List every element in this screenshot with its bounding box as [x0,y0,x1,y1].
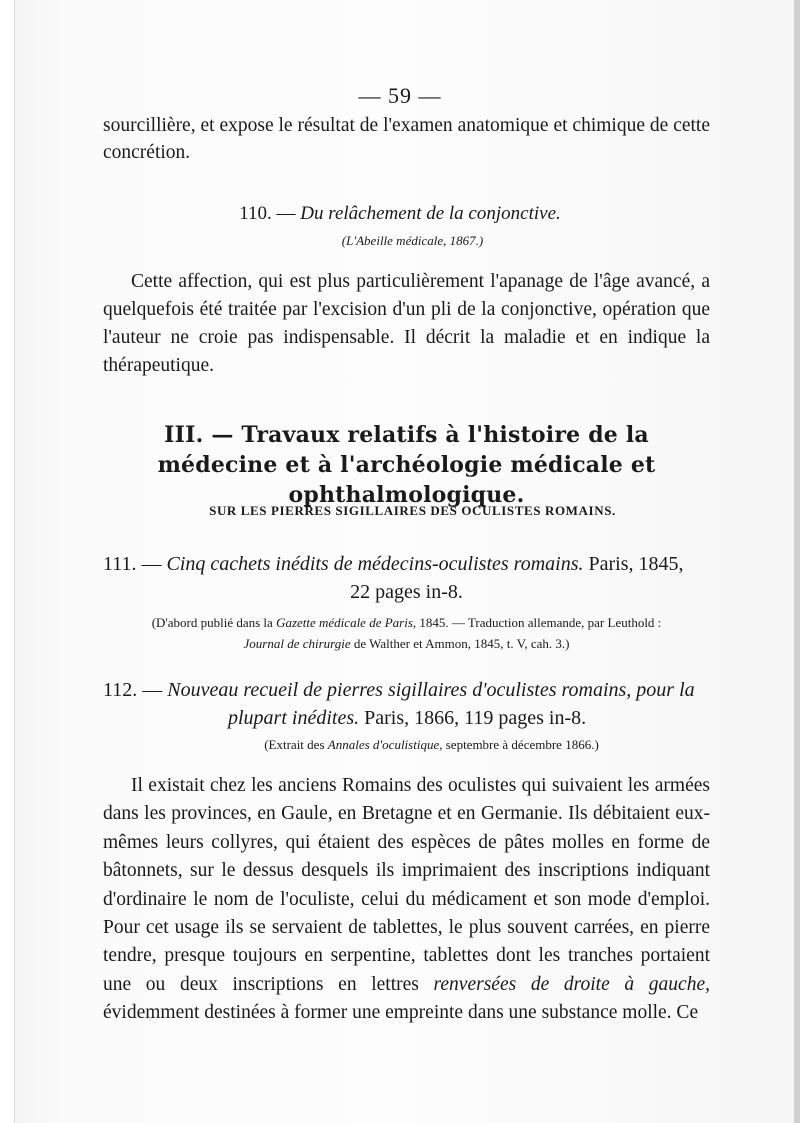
entry-111-number: 111. [103,553,137,575]
entry-111 [103,550,710,606]
note-text: (D'abord publié dans la [151,615,277,630]
section-heading: III. — Travaux relatifs à l'histoire de la médecine et à l'archéologie médicale et ophthalmologique. [157,422,656,508]
entry-111-note [103,612,710,654]
entry-112-dash: — [137,679,168,701]
note-journal: Gazette médicale de Paris [276,615,413,630]
entry-112-title: Nouveau recueil de pierres sigillaires d'oculistes romains, pour la [167,679,695,701]
entry-112-number: 112. [103,679,138,701]
note-text: , 1845. — Traduction allemande, par Leuthold : [412,615,662,630]
paragraph-top: sourcillière, et expose le résultat de l'examen anatomique et chimique de cette concrétion. [103,115,710,163]
entry-111-title: Cinq cachets inédits de médecins-oculistes romains. [166,553,584,575]
paragraph-text: , évidemment destinées à former une empreinte dans une substance molle. Ce [103,973,710,1024]
entry-112-line2 [103,704,710,732]
entry-111-pages: 22 pages in-8. [350,581,463,603]
note-journal: Journal de chirurgie [243,636,351,651]
entry-112-title-end: plupart inédites. [228,707,360,729]
entry-111-dash: — [136,553,167,575]
note-journal: Annales d'oculistique [327,737,440,752]
note-text: , septembre à décembre 1866.) [439,737,599,752]
entry-112-pub: Paris, 1866, 119 pages in-8. [359,707,587,729]
note-text: (Extrait des [264,737,328,752]
paragraph-final [103,772,710,1028]
page-right-edge [794,0,800,1123]
entry-110-title: Du relâchement de la conjonctive. [300,203,561,224]
entry-110-dash: — [271,203,301,224]
entry-112 [103,676,710,732]
paragraph-text: Il existait chez les anciens Romains des oculistes qui suivaient les armées dans les provinces, en Gaule, en Bretagne et en Germanie. Ils débitaient eux-mêmes leurs collyres, qui étaient des espèces de pâtes molles en forme de bâtonnets, sur le dessus desquels ils imprimaient des inscriptions indiquant d'ordinaire le nom de l'oculiste, celui du médicament et son mode d'emploi. Pour cet usage ils se servaient de tablettes, le plus souvent carrées, en pierre tendre, presque toujours en serpentine, tablettes dont les tranches portaient une ou deux inscriptions en lettres [103,775,710,995]
entry-111-pub: Paris, 1845, [583,553,684,575]
paragraph-emphasis: renversées de droite à gauche [433,973,706,995]
note-text: de Walther et Ammon, 1845, t. V, cah. 3.) [350,636,570,651]
page-left-margin [0,0,15,1123]
entry-112-note [103,735,710,755]
entry-110-number: 110. [239,203,272,224]
page-number: — 59 — [358,83,442,108]
section-subtitle: SUR LES PIERRES SIGILLAIRES DES OCULISTES ROMAINS. [209,503,616,518]
entry-110-source: (L'Abeille médicale, 1867.) [341,233,484,248]
entry-110-heading [0,203,800,225]
paragraph-110: Cette affection, qui est plus particulièrement l'apanage de l'âge avancé, a quelquefois été traitée par l'excision d'un pli de la conjonctive, opération que l'auteur ne croie pas indispensable. Il décrit la maladie et en indique la thérapeutique. [103,271,710,376]
